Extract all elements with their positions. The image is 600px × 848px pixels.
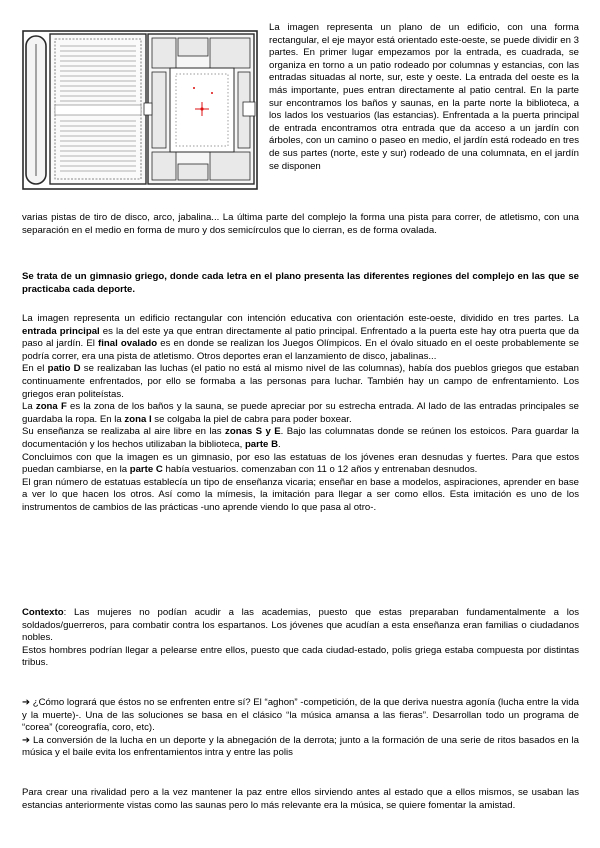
analysis-section [22,313,579,515]
intro-paragraph-continuation: varias pistas de tiro de disco, arco, jabalina... La última parte del complejo la forma una pista para correr, de atletismo, con una separación en el medio en forma de muro y dos semicírculos que lo cierran, es de forma ovalada. [22,212,579,236]
paragraph-estatuas: El gran número de estatuas establecía un tipo de enseñanza vicaria; enseñar en base a modelos, aspiraciones, aprender en base a ver lo que hacen los otros. Así como la mímesis, la imitación para llegar a ser como ellos. Esta imitación es uno de los instrumentos de cambios de las prácticas -uno aprende viendo lo que pasa al otro-. [22,476,579,513]
highlight-parte-c: parte C [129,464,163,476]
intro-paragraph: La imagen representa un plano de un edificio, con una forma rectangular, el eje mayor está orientado este-oeste, se puede dividir en 3 partes. En primer lugar empezamos por la entrada, es cuadrada, se organiza en torno a un patio rodeado por columnas y estancias, con las entradas situadas al norte, sur, este y oeste. La entrada del oeste es la más importante, pues entran directamente al patio central. En la parte sur encontramos los baños y saunas, en la parte norte la biblioteca, a los lados los vestuarios (las estancias). Enfrentada a la puerta principal de entrada encontramos otra entrada que da acceso a un jardín con árboles, con un camino o paseo en medio, el jardín está rodeado en tres de sus partes (norte, este y sur) rodeado de una columnata, en el jardín se disponen [269,22,579,172]
paragraph-tribus: Estos hombres podrían llegar a pelearse entre ellos, puesto que cada ciudad-estado, polis griega estaba compuesta por distintas tribus. [22,644,579,669]
paragraph-zonas-s-e: Su enseñanza se realizaba al aire libre en las zonas S y E. Bajo las columnatas donde se reúnen los estoicos. Para guardar la documentación y los hechos utilizaban la biblioteca, parte B. [22,426,579,450]
paragraph-parte-c: Concluimos con que la imagen es un gimnasio, por eso las estatuas de los jóvenes eran desnudas y fuertes. Para que estos puedan cambiarse, en la parte C había vestuarios. comenzaban con 11 o 12 años y entrenaban desnudos. [22,451,579,476]
arrow-point-conversion: ➔ La conversión de la lucha en un deporte y la abnegación de la derrota; junto a la formación de una serie de ritos basados en la música y el baile evita los enfrentamientos intra y entre las polis [22,734,579,759]
closing-paragraph: Para crear una rivalidad pero a la vez mantener la paz entre ellos sirviendo antes al estado que a ellos mismos, se usaban las estancias anteriormente vistas como las saunas pero lo más relevante era la música, se quiere fomentar la amistad. [22,787,579,811]
context-label: Contexto [22,607,64,618]
gymnasium-floor-plan [22,30,258,190]
context-section [22,607,579,670]
highlight-zona-i: zona I [124,413,152,425]
highlight-patio-d: patio D [47,363,81,375]
highlight-zonas-s-e: zonas S y E [225,426,281,438]
thesis-statement: Se trata de un gimnasio griego, donde cada letra en el plano presenta las diferentes regiones del complejo en las que se practicaba cada deporte. [22,271,579,295]
paragraph-contexto: Contexto: Las mujeres no podían acudir a las academias, puesto que estas preparaban fundamentalmente a los soldados/guerreros, para combatir contra los espartanos. Los jóvenes que acudían a esta enseñanza eran familias o ciudadanos nobles. [22,607,579,644]
highlight-zona-f: zona F [35,401,67,413]
arrow-points [22,697,579,760]
highlight-entrada-principal: entrada principal [22,325,100,337]
highlight-final-ovalado: final ovalado [98,338,158,350]
paragraph-entrada: La imagen representa un edificio rectangular con intención educativa con orientación este-oeste, dividido en tres partes. La entrada principal es la del este ya que entran directamente al patio principal. Enfrentado a la puerta este hay otra puerta que da paso al jardín. El final ovalado es en donde se realizan los Juegos Olímpicos. En el óvalo situado en el oeste probablemente se podría correr, era una pista de atletismo. Otros deportes eran el lanzamiento de disco, jabalinas... [22,313,579,362]
paragraph-zona-f: La zona F es la zona de los baños y la sauna, se puede apreciar por su estrecha entrada. Al lado de las entradas principales se guardaba la ropa. En la zona I se colgaba la piel de cabra para poder boxear. [22,401,579,425]
arrow-point-aghon: ➔ ¿Cómo logrará que éstos no se enfrenten entre sí? El “aghon” -competición, de la que deriva nuestra agonía (lucha entre la vida y la muerte)-. Una de las soluciones se basa en el clásico “la música amansa a las fieras”. Desarrollan todo un programa de “corea” (coreografía, coro, etc). [22,697,579,734]
highlight-parte-b: parte B [244,438,278,450]
paragraph-patio-d: En el patio D se realizaban las luchas (el patio no está al mismo nivel de las columnas), había dos pueblos griegos que estaban continuamente enfrentados, por ello se formaba a las personas para luchar. También hay un campo de enfrentamiento. Los griegos eran politeístas. [22,363,579,400]
